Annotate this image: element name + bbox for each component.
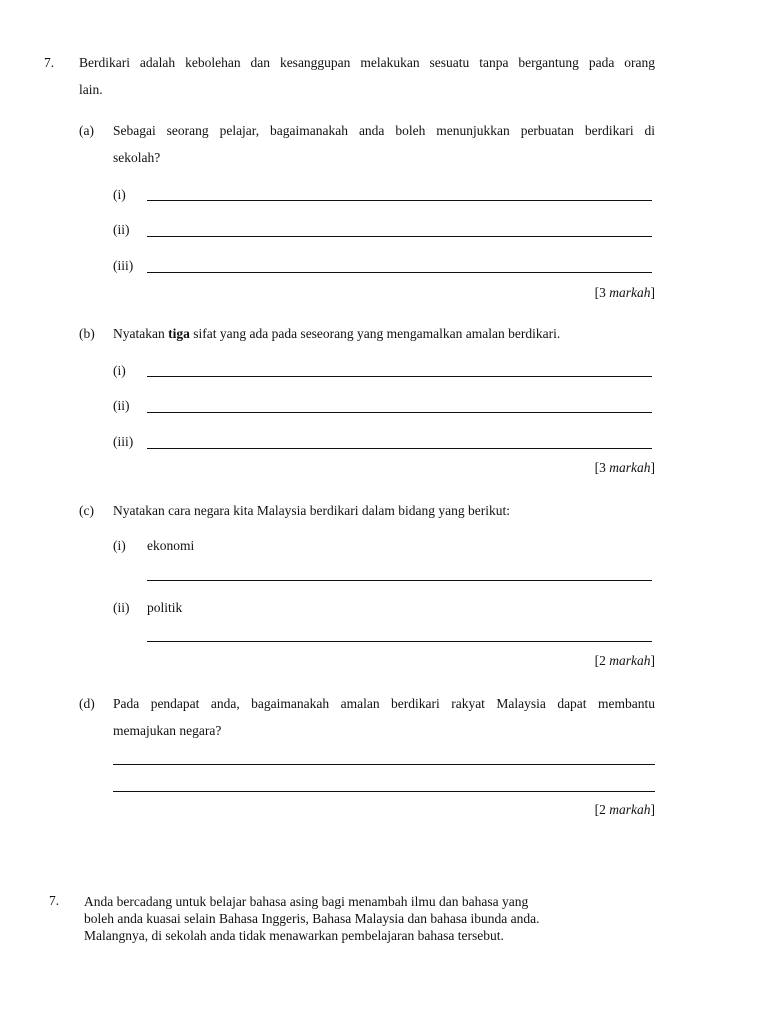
part-b-text: Nyatakan tiga sifat yang ada pada seseorang yang mengamalkan amalan berdikari. (113, 326, 561, 341)
part-a-text-line1: Sebagai seorang pelajar, bagaimanakah anda boleh menunjukkan perbuatan berdikari di (113, 123, 655, 138)
question-number: 7. (49, 893, 60, 908)
part-c-item-label: (i) (113, 538, 126, 553)
question-text-line: Anda bercadang untuk belajar bahasa asing bagi menambah ilmu dan bahasa yang (84, 894, 529, 909)
question-number: 7. (44, 55, 55, 70)
part-a-item-label: (i) (113, 187, 126, 202)
part-d-marks: [2 markah] (594, 802, 655, 817)
part-c-marks: [2 markah] (594, 653, 655, 668)
part-a-label: (a) (79, 123, 94, 138)
answer-line[interactable] (113, 764, 655, 765)
part-a-text-line2: sekolah? (113, 150, 161, 165)
part-c-item-text: ekonomi (147, 538, 195, 553)
part-b-item-label: (i) (113, 363, 126, 378)
answer-line[interactable] (147, 376, 652, 377)
answer-line[interactable] (147, 272, 652, 273)
answer-line[interactable] (147, 641, 652, 642)
answer-line[interactable] (147, 236, 652, 237)
part-c-text: Nyatakan cara negara kita Malaysia berdikari dalam bidang yang berikut: (113, 503, 510, 518)
answer-line[interactable] (113, 791, 655, 792)
question-text-line: boleh anda kuasai selain Bahasa Inggeris, Bahasa Malaysia dan bahasa ibunda anda. (84, 911, 540, 926)
part-a-marks: [3 markah] (594, 285, 655, 300)
question-stem-line1: Berdikari adalah kebolehan dan kesanggupan melakukan sesuatu tanpa bergantung pada orang (79, 55, 655, 70)
question-stem-line2: lain. (79, 82, 103, 97)
part-d-text-line1: Pada pendapat anda, bagaimanakah amalan berdikari rakyat Malaysia dapat membantu (113, 696, 655, 711)
part-c-item-label: (ii) (113, 600, 130, 615)
answer-line[interactable] (147, 200, 652, 201)
part-a-item-label: (ii) (113, 222, 130, 237)
answer-line[interactable] (147, 580, 652, 581)
answer-line[interactable] (147, 448, 652, 449)
part-a-item-label: (iii) (113, 258, 134, 273)
part-b-item-label: (ii) (113, 398, 130, 413)
question-text (84, 893, 539, 944)
part-b-marks: [3 markah] (594, 460, 655, 475)
part-d-label: (d) (79, 696, 95, 711)
question-text-line: Malangnya, di sekolah anda tidak menawarkan pembelajaran bahasa tersebut. (84, 928, 504, 943)
part-b-item-label: (iii) (113, 434, 134, 449)
part-c-item-text: politik (147, 600, 183, 615)
part-b-label: (b) (79, 326, 95, 341)
part-d-text-line2: memajukan negara? (113, 723, 222, 738)
answer-line[interactable] (147, 412, 652, 413)
part-c-label: (c) (79, 503, 94, 518)
